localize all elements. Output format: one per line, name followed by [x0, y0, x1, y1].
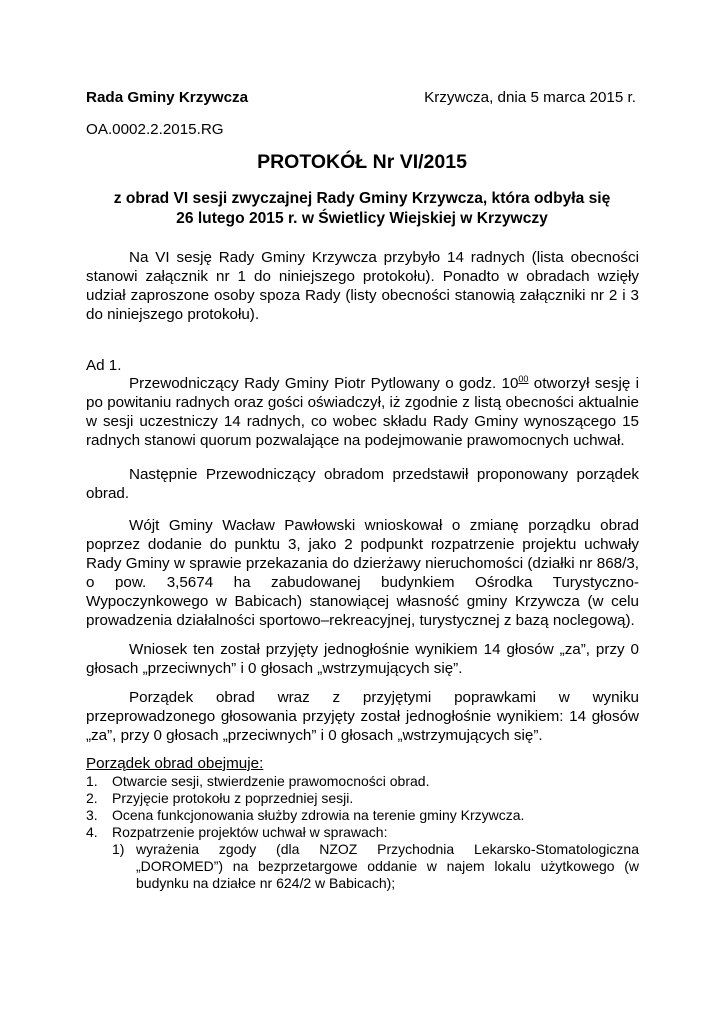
document-subtitle	[80, 189, 644, 229]
ad1-p1-end: otworzył sesję i po powitaniu radnych oraz gości oświadczył, iż zgodnie z listą obecności aktualnie w sesji uczestniczy 14 radnych, co wobec składu Rady Gminy wynoszącego 15 radnych stanowi quorum pozwalające na podejmowanie prawomocnych uchwał.	[86, 375, 639, 449]
agenda-item-text: Otwarcie sesji, stwierdzenie prawomocności obrad.	[112, 773, 430, 789]
agenda-item-number: 3.	[86, 807, 98, 823]
agenda-sub-item	[112, 841, 639, 892]
agenda-sub-item-number: 1)	[112, 841, 125, 857]
ad1-agenda-presented-paragraph: Następnie Przewodniczący obradom przedstawił proponowany porządek obrad.	[86, 466, 639, 502]
intro-paragraph: Na VI sesję Rady Gminy Krzywcza przybyło 14 radnych (lista obecności stanowi załącznik nr 1 do niniejszego protokołu). Ponadto w obradach wzięły udział zaproszone osoby spoza Rady (listy obecności stanowią załączniki nr 2 i 3 do niniejszego protokołu).	[86, 249, 639, 323]
agenda-item	[86, 790, 639, 807]
agenda-item-number: 2.	[86, 790, 98, 806]
ad1-motion-paragraph: Wójt Gminy Wacław Pawłowski wnioskował o zmianę porządku obrad poprzez dodanie do punktu 3, jako 2 podpunkt rozpatrzenie projektu uchwały Rady Gminy w sprawie przekazania do dzierżawy nieruchomości (działki nr 868/3, o pow. 3,5674 ha zabudowanej budynkiem Ośrodka Turystyczno-Wypoczynkowego w Babicach) stanowiącej własność gminy Krzywcza (w celu prowadzenia działalności sportowo–rekreacyjnej, turystycznej z bazą noclegową).	[86, 517, 639, 629]
agenda-sub-item-text: wyrażenia zgody (dla NZOZ Przychodnia Lekarsko-Stomatologiczna „DOROMED”) na bezprzetargowe oddanie w najem lokalu użytkowego (w budynku na działce nr 624/2 w Babicach);	[136, 841, 639, 891]
reference-number: OA.0002.2.2015.RG	[86, 121, 224, 138]
agenda-item-text: Ocena funkcjonowania służby zdrowia na terenie gminy Krzywcza.	[112, 807, 525, 823]
subtitle-line: 26 lutego 2015 r. w Świetlicy Wiejskiej w Krzywczy	[176, 210, 548, 227]
place-and-date: Krzywcza, dnia 5 marca 2015 r.	[424, 89, 636, 106]
agenda-section	[86, 754, 639, 892]
council-name: Rada Gminy Krzywcza	[86, 89, 249, 106]
agenda-item	[86, 824, 639, 892]
agenda-heading: Porządek obrad obejmuje:	[86, 755, 264, 772]
agenda-item	[86, 807, 639, 824]
agenda-item-text: Rozpatrzenie projektów uchwał w sprawach:	[112, 824, 388, 840]
document-title: PROTOKÓŁ Nr VI/2015	[257, 151, 467, 173]
ad1-p1-time-superscript: 00	[518, 374, 529, 384]
agenda-item-number: 4.	[86, 824, 98, 840]
ad1-agenda-vote-paragraph: Porządek obrad wraz z przyjętymi poprawkami w wyniku przeprowadzonego głosowania przyjęty został jednogłośnie wynikiem: 14 głosów „za”, przy 0 głosach „przeciwnych” i 0 głosach „wstrzymujących się”.	[86, 689, 639, 744]
agenda-sub-list	[112, 841, 639, 892]
ad1-motion-vote-paragraph: Wniosek ten został przyjęty jednogłośnie wynikiem 14 głosów „za”, przy 0 głosach „przeciwnych” i 0 głosach „wstrzymujących się”.	[86, 641, 639, 677]
ad1-p1-start: Przewodniczący Rady Gminy Piotr Pytlowany o godz. 10	[129, 375, 519, 392]
ad1-heading: Ad 1.	[86, 357, 122, 374]
agenda-list	[86, 773, 639, 892]
agenda-item-text: Przyjęcie protokołu z poprzedniej sesji.	[112, 790, 354, 806]
subtitle-line: z obrad VI sesji zwyczajnej Rady Gminy Krzywcza, która odbyła się	[113, 190, 611, 207]
agenda-item	[86, 773, 639, 790]
agenda-item-number: 1.	[86, 773, 98, 789]
ad1-opening-paragraph	[86, 374, 639, 450]
